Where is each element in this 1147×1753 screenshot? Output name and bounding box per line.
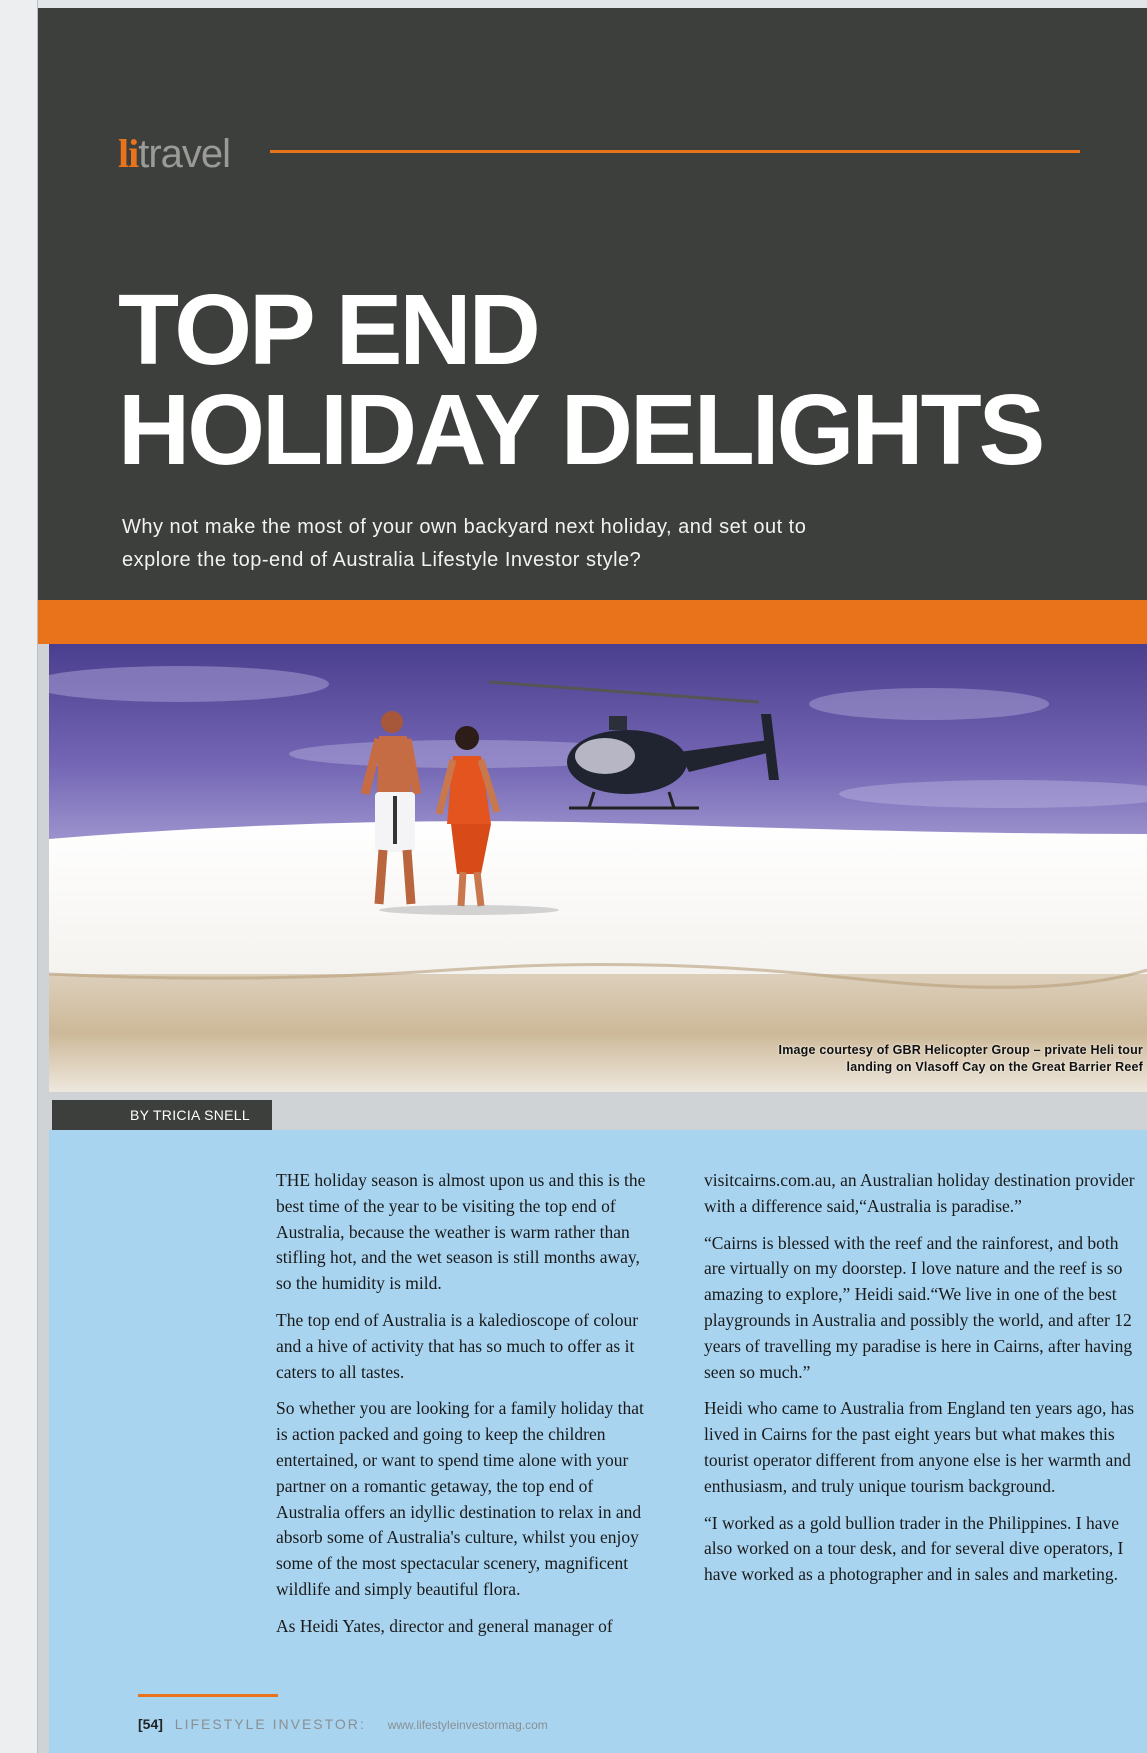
- paragraph: THE holiday season is almost upon us and this is the best time of the year to be visiting the top end of Australia, because the weather is warm rather than stifling hot, and the wet season is still months away, so the humidity is mild.: [276, 1170, 646, 1294]
- paragraph: The top end of Australia is a kaledioscope of colour and a hive of activity that has so much to offer as it caters to all tastes.: [276, 1309, 639, 1382]
- scan-left-edge: [0, 0, 38, 1753]
- caption-line: Image courtesy of GBR Helicopter Group – private Heli tour: [778, 1043, 1143, 1057]
- headline-line-1: TOP END: [118, 274, 538, 386]
- helicopter-beach-illustration: [49, 644, 1147, 1092]
- magazine-url: www.lifestyleinvestormag.com: [387, 1718, 548, 1732]
- paragraph: So whether you are looking for a family holiday that is action packed and going to keep the children entertained, or want to spend time alone with your partner on a romantic getaway, the top end of Australia offers an idyllic destination to relax in and absorb some of Australia's culture, whilst you enjoy some of the most spectacular scenery, magnificent wildlife and simply beautiful flora.: [276, 1398, 644, 1599]
- paragraph: As Heidi Yates, director and general manager of: [276, 1615, 613, 1636]
- magazine-name: LIFESTYLE INVESTOR:: [174, 1716, 366, 1732]
- article-header: [38, 8, 1147, 600]
- paragraph: visitcairns.com.au, an Australian holiday destination provider with a difference said,“Australia is paradise.”: [704, 1170, 1135, 1216]
- paragraph: Heidi who came to Australia from England ten years ago, has lived in Cairns for the past eight years but what makes this tourist operator different from anyone else is her warmth and enthusiasm, and truly unique tourism background.: [704, 1398, 1135, 1496]
- section-rule: [270, 150, 1080, 153]
- paragraph: “I worked as a gold bullion trader in the Philippines. I have also worked on a tour desk, and for several dive operators, I have worked as a photographer and in sales and marketing.: [704, 1512, 1124, 1585]
- scan-top-edge: [0, 0, 1147, 8]
- magazine-page: [38, 8, 1147, 1753]
- article-column-right: [704, 1168, 1136, 1599]
- hero-photo: [49, 644, 1147, 1092]
- byline: BY TRICIA SNELL: [52, 1100, 272, 1130]
- article-headline: [118, 274, 1118, 486]
- section-tag-label: travel: [138, 132, 231, 176]
- footer-rule: [138, 1694, 278, 1697]
- article-column-left: [276, 1168, 658, 1651]
- page-number: [54]: [138, 1716, 163, 1732]
- section-tag: [118, 130, 230, 177]
- paragraph: “Cairns is blessed with the reef and the rainforest, and both are virtually on my doorstep. I love nature and the reef is so amazing to explore,” Heidi said.“We live in one of the best playgrounds in Australia and possibly the world, and after 12 years of travelling my paradise is here in Cairns, after having seen so much.”: [704, 1232, 1133, 1382]
- photo-caption: [779, 1042, 1143, 1076]
- headline-line-2: HOLIDAY DELIGHTS: [118, 374, 1043, 486]
- standfirst-line: Why not make the most of your own backyard next holiday, and set out to: [122, 516, 807, 538]
- page-footer: [138, 1716, 548, 1732]
- orange-band: [38, 600, 1147, 644]
- caption-line: landing on Vlasoff Cay on the Great Barrier Reef: [846, 1060, 1143, 1074]
- standfirst-line: explore the top-end of Australia Lifestyle Investor style?: [122, 549, 642, 571]
- article-standfirst: [122, 511, 1002, 577]
- section-tag-logo: li: [118, 131, 139, 176]
